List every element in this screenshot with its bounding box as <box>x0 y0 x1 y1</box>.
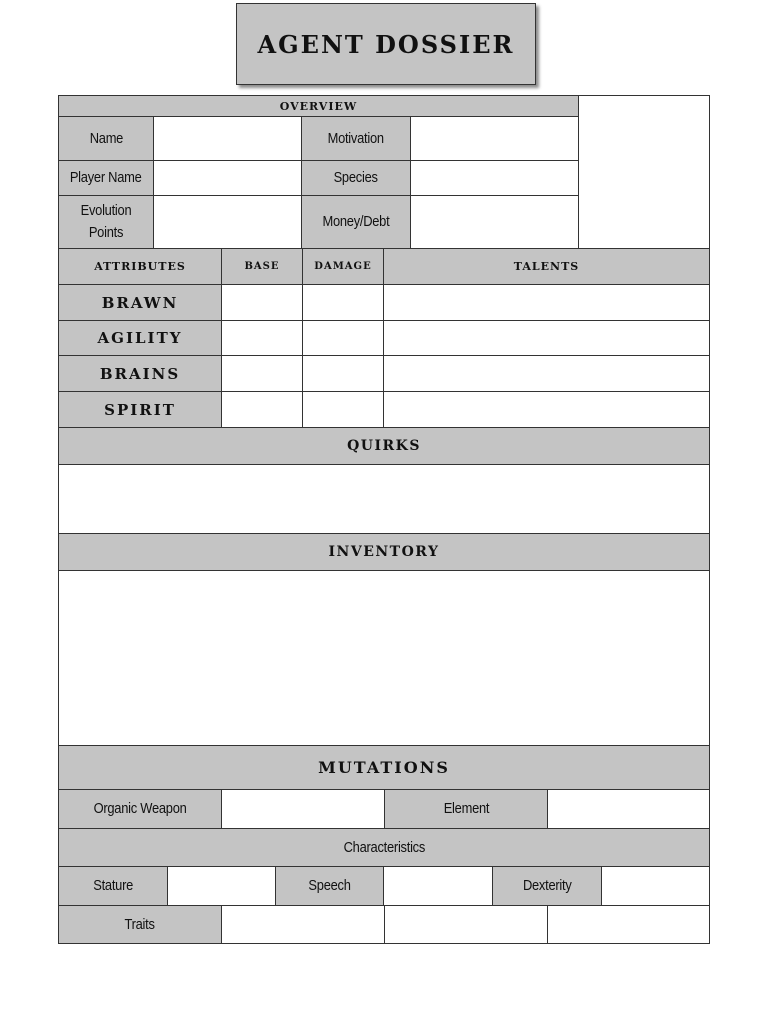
attributes-header: ATTRIBUTES <box>58 248 222 285</box>
attribute-spirit: SPIRIT <box>58 391 222 428</box>
organic-weapon-label: Organic Weapon <box>93 800 187 817</box>
species-label: Species <box>333 169 379 186</box>
spirit-base-field[interactable] <box>221 391 303 428</box>
speech-label: Speech <box>308 877 351 894</box>
species-field[interactable] <box>410 160 579 196</box>
speech-label-cell <box>275 866 384 906</box>
agility-damage-field[interactable] <box>302 320 384 356</box>
evolution-points-label: Evolution Points <box>80 202 132 241</box>
attribute-brawn: BRAWN <box>58 284 222 321</box>
page-title: AGENT DOSSIER <box>236 3 536 85</box>
brawn-damage-field[interactable] <box>302 284 384 321</box>
money-debt-label: Money/Debt <box>322 213 390 230</box>
mutations-header: MUTATIONS <box>58 745 710 790</box>
evolution-points-field[interactable] <box>153 195 302 249</box>
evolution-points-label-cell <box>58 195 154 249</box>
agility-base-field[interactable] <box>221 320 303 356</box>
name-field[interactable] <box>153 116 302 161</box>
inventory-field[interactable] <box>58 570 710 746</box>
spirit-damage-field[interactable] <box>302 391 384 428</box>
base-header: BASE <box>221 248 303 285</box>
dexterity-field[interactable] <box>601 866 710 906</box>
player-name-label: Player Name <box>70 169 142 186</box>
name-label-cell <box>58 116 154 161</box>
brains-talents-field[interactable] <box>383 355 710 392</box>
money-debt-field[interactable] <box>410 195 579 249</box>
stature-field[interactable] <box>167 866 276 906</box>
element-label-cell <box>384 789 548 829</box>
quirks-field[interactable] <box>58 464 710 534</box>
stature-label: Stature <box>93 877 133 894</box>
motivation-label-cell <box>301 116 411 161</box>
money-debt-label-cell <box>301 195 411 249</box>
dexterity-label-cell <box>492 866 602 906</box>
spirit-talents-field[interactable] <box>383 391 710 428</box>
brawn-base-field[interactable] <box>221 284 303 321</box>
quirks-header: QUIRKS <box>58 427 710 465</box>
organic-weapon-label-cell <box>58 789 222 829</box>
inventory-header: INVENTORY <box>58 533 710 571</box>
damage-header: DAMAGE <box>302 248 384 285</box>
motivation-label: Motivation <box>327 129 385 147</box>
player-name-field[interactable] <box>153 160 302 196</box>
organic-weapon-field[interactable] <box>221 789 385 829</box>
trait-field-3[interactable] <box>547 905 710 944</box>
trait-field-1[interactable] <box>221 905 385 944</box>
stature-label-cell <box>58 866 168 906</box>
element-label: Element <box>443 800 489 817</box>
element-field[interactable] <box>547 789 710 829</box>
overview-header: OVERVIEW <box>58 95 579 117</box>
characteristics-header-cell <box>58 828 710 867</box>
attribute-agility: AGILITY <box>58 320 222 356</box>
brawn-talents-field[interactable] <box>383 284 710 321</box>
species-label-cell <box>301 160 411 196</box>
motivation-field[interactable] <box>410 116 579 161</box>
agility-talents-field[interactable] <box>383 320 710 356</box>
trait-field-2[interactable] <box>384 905 548 944</box>
player-name-label-cell <box>58 160 154 196</box>
attribute-brains: BRAINS <box>58 355 222 392</box>
speech-field[interactable] <box>383 866 493 906</box>
traits-label: Traits <box>124 915 156 933</box>
name-label: Name <box>89 129 123 147</box>
brains-base-field[interactable] <box>221 355 303 392</box>
dexterity-label: Dexterity <box>522 877 572 894</box>
talents-header: TALENTS <box>383 248 710 285</box>
brains-damage-field[interactable] <box>302 355 384 392</box>
traits-label-cell <box>58 905 222 944</box>
portrait-box[interactable] <box>578 95 710 249</box>
characteristics-label: Characteristics <box>343 838 425 856</box>
